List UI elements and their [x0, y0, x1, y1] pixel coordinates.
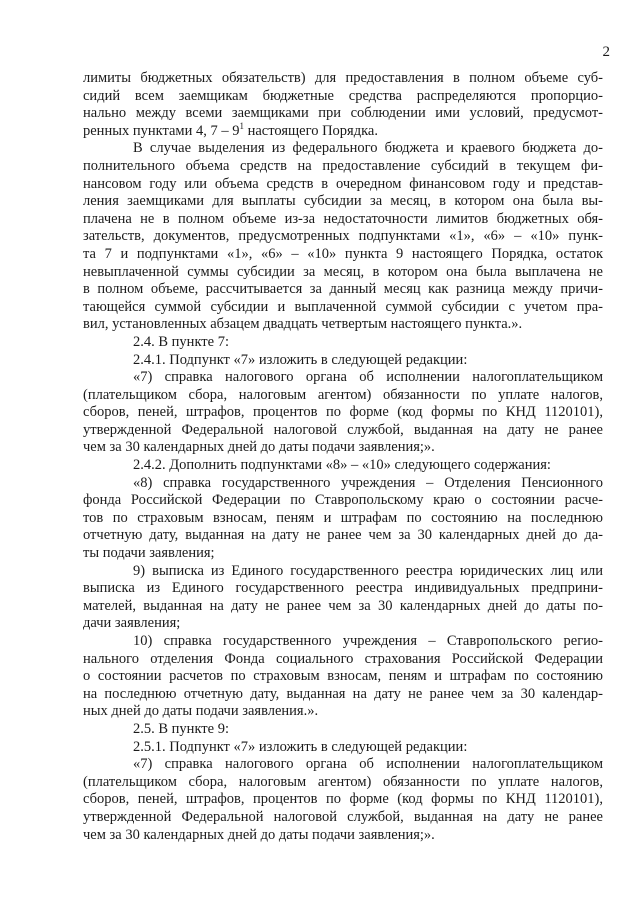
text-line: отчетную дату, выданная на дату не ранее чем за 30 календарных дней до да-: [83, 527, 603, 544]
text-line: «7) справка налогового органа об исполнении налогоплательщиком: [133, 756, 603, 773]
text-line: нально между всеми заемщиками при соблюдении ими условий, предусмот-: [83, 105, 603, 122]
text-line: 9) выписка из Единого государственного реестра юридических лиц или: [133, 562, 603, 579]
text-line: мателей, выданная на дату не ранее чем за 30 календарных дней до даты по-: [83, 597, 603, 614]
text-line: 2.5. В пункте 9:: [133, 720, 229, 737]
text-segment: настоящего Порядка.: [243, 122, 378, 139]
text-line: тов по страховым взносам, пеням и штрафам по состоянию на последнюю: [83, 509, 603, 526]
text-line: сборов, пеней, штрафов, процентов по форме (код формы по КНД 1120101),: [83, 791, 603, 808]
text-line: нального отделения Фонда социального страхования Российской Федерации: [83, 650, 603, 667]
text-line: В случае выделения из федерального бюджета и краевого бюджета до-: [133, 140, 603, 157]
text-line: в полном объеме, рассчитывается за данный месяц как разница между причи-: [83, 281, 603, 298]
text-line: утвержденной Федеральной налоговой службой, выданная на дату не ранее: [83, 808, 603, 825]
text-line: полнительного объема средств на предоставление субсидий в текущем фи-: [83, 157, 603, 174]
text-line: «7) справка налогового органа об исполнении налогоплательщиком: [133, 369, 603, 386]
text-line: «8) справка государственного учреждения – Отделения Пенсионного: [133, 474, 603, 491]
text-line: плачена не в полном объеме из-за недостаточности лимитов бюджетных обя-: [83, 210, 603, 227]
text-line: нансовом году или объема средств в очередном финансовом году и представ-: [83, 175, 603, 192]
text-line: лимиты бюджетных обязательств) для предоставления в полном объеме суб-: [83, 70, 603, 86]
text-line: вил, установленных абзацем двадцать четвертым настоящего пункта.».: [83, 316, 523, 333]
text-line: сборов, пеней, штрафов, процентов по форме (код формы по КНД 1120101),: [83, 404, 603, 421]
page-number: 2: [602, 44, 610, 60]
text-line: (плательщиком сбора, налоговым агентом) обязанности по уплате налогов,: [83, 386, 603, 403]
text-line: ления заемщиками для выплаты субсидии за месяц, в котором она была вы-: [83, 193, 603, 210]
text-line: невыплаченной суммы субсидии за месяц, в котором она была выплачена не: [83, 263, 603, 280]
text-line: 2.4. В пункте 7:: [133, 333, 229, 350]
text-segment: ренных пунктами 4, 7 – 9: [83, 122, 240, 139]
text-line: дачи заявления;: [83, 615, 181, 632]
text-line: на последнюю отчетную дату, выданная на дату не ранее чем за 30 календар-: [83, 685, 603, 702]
text-line: ных дней до даты подачи заявления.».: [83, 703, 319, 720]
superscript: 1: [239, 120, 244, 131]
text-line: чем за 30 календарных дней до даты подачи заявления;».: [83, 439, 435, 456]
text-line: о состоянии расчетов по страховым взносам, пеням и штрафам по состоянию: [83, 668, 603, 685]
text-line: 10) справка государственного учреждения – Ставропольского регио-: [133, 633, 603, 649]
text-line: тающейся суммой субсидии и выплаченной суммой субсидии с учетом пра-: [83, 298, 603, 315]
text-line: фонда Российской Федерации по Ставропольскому краю о состоянии расче-: [83, 492, 603, 509]
document-body: [83, 70, 603, 844]
text-line: 2.4.2. Дополнить подпунктами «8» – «10» следующего содержания:: [133, 457, 551, 474]
text-line: та 7 и подпунктами «1», «6» – «10» пункта 9 настоящего Порядка, остаток: [83, 245, 603, 262]
text-line: ты подачи заявления;: [83, 545, 215, 562]
text-line: чем за 30 календарных дней до даты подачи заявления;».: [83, 826, 435, 843]
text-line: (плательщиком сбора, налоговым агентом) обязанности по уплате налогов,: [83, 773, 603, 790]
text-line: 2.5.1. Подпункт «7» изложить в следующей редакции:: [133, 738, 468, 755]
text-line: сидий всем заемщикам бюджетные средства распределяются пропорцио-: [83, 87, 603, 104]
text-line: зательств, документов, предусмотренных подпунктами «1», «6» – «10» пунк-: [83, 228, 603, 245]
text-line: утвержденной Федеральной налоговой службой, выданная на дату не ранее: [83, 421, 603, 438]
text-line: 2.4.1. Подпункт «7» изложить в следующей редакции:: [133, 351, 468, 368]
text-line: [83, 120, 603, 141]
text-line: выписка из Единого государственного реестра индивидуальных предприни-: [83, 580, 603, 597]
